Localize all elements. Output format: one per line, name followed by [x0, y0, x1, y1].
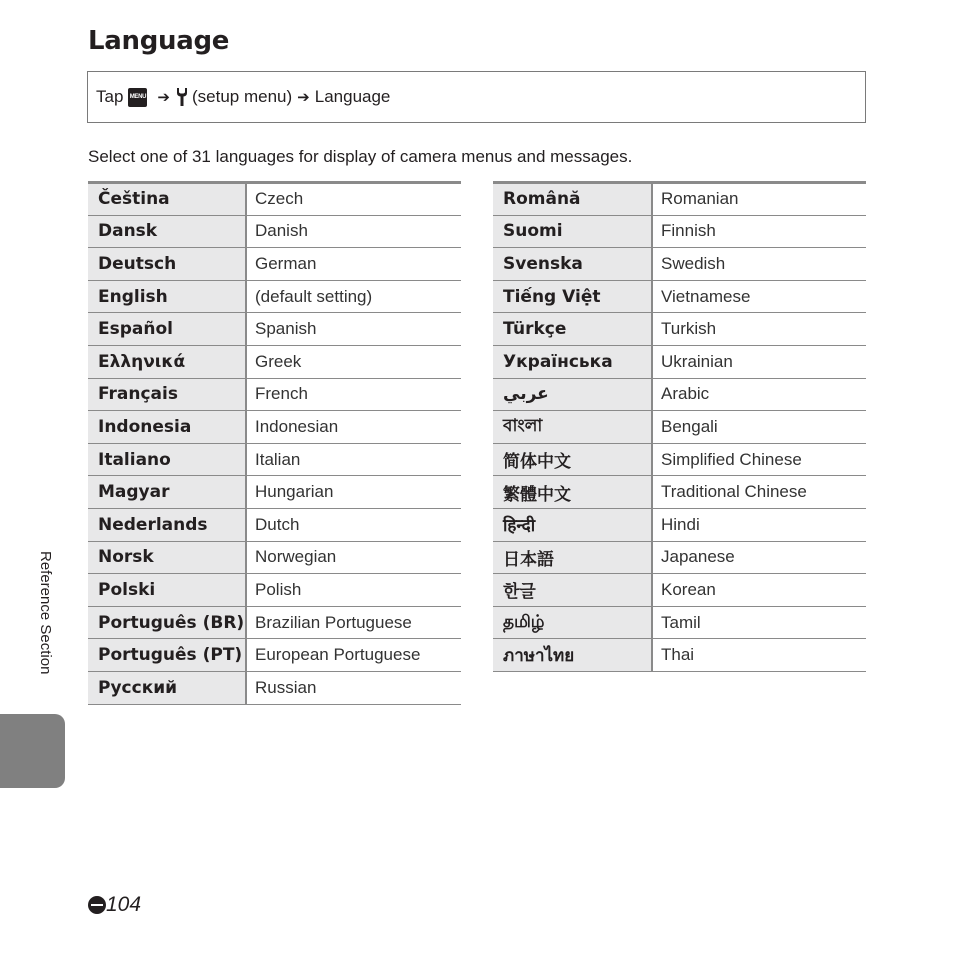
language-english-name: Swedish [661, 253, 726, 273]
table-row [493, 541, 866, 574]
reference-e-icon [88, 896, 106, 914]
navigation-instruction [87, 71, 866, 123]
language-native-name: Español [88, 313, 246, 346]
language-english-name: Hindi [661, 514, 700, 534]
table-row [493, 606, 866, 639]
language-native-name: தமிழ் [493, 606, 652, 639]
table-row [88, 476, 461, 509]
language-native-name: 한글 [493, 574, 652, 607]
table-row [88, 508, 461, 541]
table-row [88, 248, 461, 281]
language-native-name: Türkçe [493, 313, 652, 346]
language-native-name: বাংলা [493, 411, 652, 444]
table-row [88, 183, 461, 216]
table-row [88, 411, 461, 444]
language-english-name: Indonesian [255, 416, 339, 436]
language-label: Language [314, 87, 391, 106]
table-row [88, 639, 461, 672]
language-english-name: Japanese [661, 547, 735, 567]
table-row [88, 345, 461, 378]
tap-label: Tap [96, 87, 124, 106]
table-row [88, 313, 461, 346]
language-native-name: Čeština [88, 183, 246, 216]
language-native-name: Română [493, 183, 652, 216]
page-title: Language [88, 26, 230, 56]
section-label: Reference Section [37, 551, 54, 675]
language-native-name: Português (PT) [88, 639, 246, 672]
language-english-name: Czech [255, 189, 304, 209]
language-english-name: Greek [255, 351, 302, 371]
language-english-name: Arabic [661, 384, 710, 404]
table-row [88, 443, 461, 476]
language-english-name: (default setting) [255, 286, 373, 306]
table-row [493, 476, 866, 509]
language-english-name: Polish [255, 579, 302, 599]
table-row [493, 345, 866, 378]
table-row [493, 248, 866, 281]
page-number-value: 104 [106, 893, 142, 916]
language-native-name: Svenska [493, 248, 652, 281]
language-english-name: Simplified Chinese [661, 449, 802, 469]
table-row [88, 606, 461, 639]
language-english-name: Romanian [661, 189, 739, 209]
table-row [88, 671, 461, 704]
language-native-name: 繁體中文 [493, 476, 652, 509]
language-native-name: Tiếng Việt [493, 280, 652, 313]
language-english-name: German [255, 253, 317, 273]
language-english-name: Tamil [661, 612, 701, 632]
language-native-name: عربي [493, 378, 652, 411]
language-native-name: Українська [493, 345, 652, 378]
table-row [88, 378, 461, 411]
language-native-name: Norsk [88, 541, 246, 574]
table-row [88, 541, 461, 574]
language-native-name: Français [88, 378, 246, 411]
language-english-name: Hungarian [255, 482, 334, 502]
language-native-name: Русский [88, 671, 246, 704]
language-english-name: Norwegian [255, 547, 337, 567]
language-native-name: 日本語 [493, 541, 652, 574]
table-row [88, 280, 461, 313]
arrow-right-icon: ➔ [157, 89, 170, 106]
language-english-name: Korean [661, 579, 716, 599]
language-english-name: Turkish [661, 319, 717, 339]
language-table-left [88, 181, 461, 705]
intro-text: Select one of 31 languages for display of camera menus and messages. [88, 147, 633, 166]
language-english-name: Finnish [661, 221, 716, 241]
table-row [493, 378, 866, 411]
language-english-name: Italian [255, 449, 301, 469]
language-native-name: Indonesia [88, 411, 246, 444]
language-native-name: हिन्दी [493, 508, 652, 541]
language-native-name: Nederlands [88, 508, 246, 541]
table-row [493, 639, 866, 672]
menu-icon: MENU [128, 88, 147, 107]
language-english-name: French [255, 384, 308, 404]
wrench-icon [175, 87, 189, 107]
language-native-name: Português (BR) [88, 606, 246, 639]
table-row [493, 508, 866, 541]
language-native-name: Italiano [88, 443, 246, 476]
language-english-name: European Portuguese [255, 645, 421, 665]
language-native-name: Deutsch [88, 248, 246, 281]
language-english-name: Dutch [255, 514, 300, 534]
table-row [493, 280, 866, 313]
language-english-name: Danish [255, 221, 308, 241]
language-native-name: Polski [88, 574, 246, 607]
language-native-name: Magyar [88, 476, 246, 509]
language-english-name: Russian [255, 677, 317, 697]
table-row [88, 215, 461, 248]
section-tab [0, 714, 65, 788]
language-native-name: 简体中文 [493, 443, 652, 476]
language-native-name: English [88, 280, 246, 313]
language-native-name: ภาษาไทย [493, 639, 652, 672]
table-row [493, 313, 866, 346]
table-row [493, 574, 866, 607]
arrow-right-icon: ➔ [297, 89, 310, 106]
language-english-name: Bengali [661, 416, 718, 436]
language-native-name: Dansk [88, 215, 246, 248]
table-row [493, 215, 866, 248]
table-row [493, 443, 866, 476]
table-row [493, 183, 866, 216]
language-native-name: Ελληνικά [88, 345, 246, 378]
language-english-name: Traditional Chinese [661, 482, 807, 502]
setup-menu-label: (setup menu) [192, 87, 293, 106]
language-english-name: Spanish [255, 319, 317, 339]
language-english-name: Brazilian Portuguese [255, 612, 412, 632]
language-english-name: Thai [661, 645, 695, 665]
table-row [88, 574, 461, 607]
table-row [493, 411, 866, 444]
language-english-name: Vietnamese [661, 286, 751, 306]
language-english-name: Ukrainian [661, 351, 733, 371]
language-table-right [493, 181, 866, 672]
language-native-name: Suomi [493, 215, 652, 248]
page-number [88, 893, 141, 917]
